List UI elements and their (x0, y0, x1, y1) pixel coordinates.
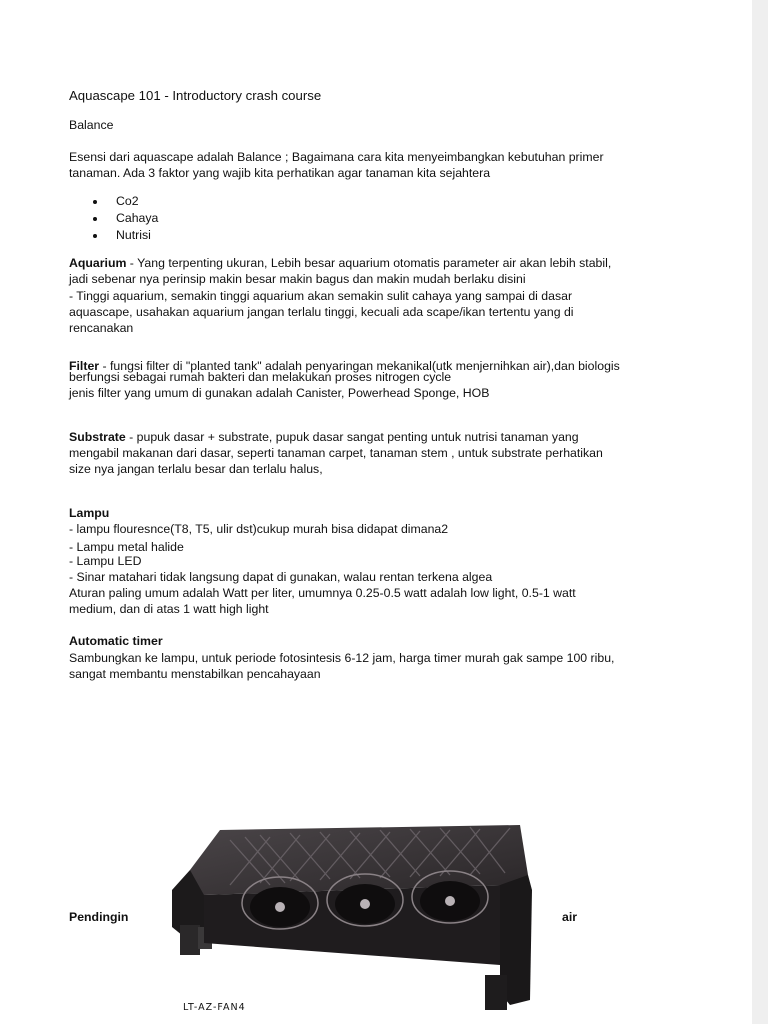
lampu-label: Lampu (69, 506, 110, 520)
cooler-label (69, 910, 128, 925)
aquarium-paragraph (69, 256, 611, 271)
page-scrollbar[interactable] (752, 0, 768, 1024)
aquarium-line: - Tinggi aquarium, semakin tinggi aquarium akan semakin sulit cahaya yang sampai di dasar (69, 289, 573, 303)
intro-line: Esensi dari aquascape adalah Balance ; Bagaimana cara kita menyeimbangkan kebutuhan primer (69, 150, 604, 164)
list-item: Nutrisi (69, 227, 158, 244)
lampu-line: - lampu flouresnce(T8, T5, ulir dst)cukup murah bisa didapat dimana2 (69, 522, 449, 536)
cooling-fan-image (160, 815, 560, 1015)
aquarium-line: aquascape, usahakan aquarium jangan terlalu tinggi, kecuali ada scape/ikan tertentu yang di (69, 305, 574, 319)
cooler-label-right: air (562, 910, 578, 924)
aquarium-label: Aquarium (69, 256, 127, 270)
timer-heading (69, 634, 163, 649)
timer-line: sangat membantu menstabilkan pencahayaan (69, 667, 321, 681)
factor-list (69, 193, 158, 244)
substrate-line: size nya jangan terlalu besar dan terlalu halus, (69, 462, 323, 476)
balance-heading: Balance (69, 118, 114, 132)
lampu-line: - Sinar matahari tidak langsung dapat di gunakan, walau rentan terkena algea (69, 570, 493, 584)
filter-label: Filter (69, 359, 100, 373)
image-caption: LT-AZ-FAN4 (183, 1002, 246, 1013)
filter-text: - fungsi filter di "planted tank" adalah penyaringan mekanikal(utk menjernihkan air),dan biologis (99, 359, 620, 373)
cooler-label-left: Pendingin (69, 910, 129, 924)
aquarium-text: - Yang terpenting ukuran, Lebih besar aquarium otomatis parameter air akan lebih stabil, (126, 256, 612, 270)
filter-line: berfungsi sebagai rumah bakteri dan melakukan proses nitrogen cycle (69, 370, 452, 384)
aquarium-line: jadi sebenar nya perinsip makin besar makin bagus dan makin mudah berlaku disini (69, 272, 526, 286)
cooler-label-end (562, 910, 577, 925)
list-item: Cahaya (69, 210, 158, 227)
list-item: Co2 (69, 193, 158, 210)
page-title: Aquascape 101 - Introductory crash course (69, 88, 322, 103)
intro-line: tanaman. Ada 3 faktor yang wajib kita perhatikan agar tanaman kita sejahtera (69, 166, 491, 180)
lampu-heading (69, 506, 109, 521)
lampu-line: - Lampu metal halide (69, 540, 184, 554)
timer-line: Sambungkan ke lampu, untuk periode fotosintesis 6-12 jam, harga timer murah gak sampe 100 ribu, (69, 651, 615, 665)
lampu-line: - Lampu LED (69, 554, 142, 568)
substrate-text: - pupuk dasar + substrate, pupuk dasar sangat penting untuk nutrisi tanaman yang (125, 430, 579, 444)
aquarium-line: rencanakan (69, 321, 134, 335)
filter-line: jenis filter yang umum di gunakan adalah Canister, Powerhead Sponge, HOB (69, 386, 490, 400)
substrate-label: Substrate (69, 430, 126, 444)
lampu-line: Aturan paling umum adalah Watt per liter, umumnya 0.25-0.5 watt adalah low light, 0.5-1 watt (69, 586, 576, 600)
lampu-line: medium, dan di atas 1 watt high light (69, 602, 269, 616)
substrate-line: mengabil makanan dari dasar, seperti tanaman carpet, tanaman stem , untuk substrate perhatikan (69, 446, 603, 460)
substrate-paragraph (69, 430, 579, 445)
timer-label: Automatic timer (69, 634, 163, 648)
